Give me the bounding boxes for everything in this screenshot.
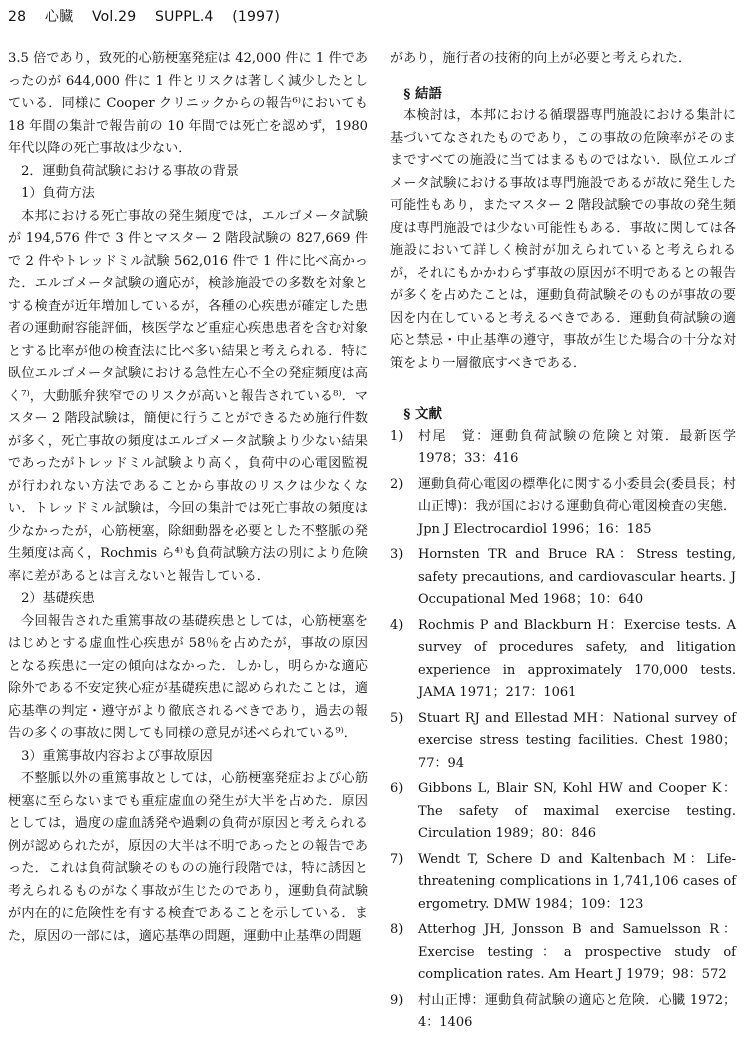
reference-text: 運動負荷心電図の標準化に関する小委員会(委員長；村山正博)：我が国における運動負荷心電図検査の実態．Jpn J Electrocardiol 1996；16：185 (418, 476, 736, 537)
reference-number: 5) (390, 710, 404, 726)
reference-number: 9) (390, 992, 404, 1008)
journal-year: (1997) (232, 9, 281, 25)
subheading-accident-cause: 3）重篤事故内容および事故原因 (21, 748, 213, 764)
journal-supplement: SUPPL.4 (155, 9, 214, 25)
journal-name: 心臓 (44, 9, 74, 25)
reference-item (390, 919, 736, 987)
subheading-load-method: 1）負荷方法 (21, 186, 95, 201)
journal-volume: Vol.29 (91, 9, 137, 25)
right-column (390, 48, 736, 1038)
paragraph-continued: があり，施行者の技術的向上が必要と考えられた． (390, 51, 692, 66)
reference-number: 7) (390, 851, 404, 867)
reference-number: 6) (390, 781, 404, 796)
subheading-underlying-disease: 2）基礎疾患 (21, 591, 95, 606)
references-heading: § 文献 (403, 406, 442, 422)
subheading-background: 2．運動負荷試験における事故の背景 (21, 163, 239, 179)
reference-number: 8) (390, 922, 404, 937)
reference-text: 村尾 覚：運動負荷試験の危険と対策．最新医学 1978；33：416 (418, 428, 736, 466)
reference-number: 3) (390, 547, 404, 562)
paragraph-accident-cause: 不整脈以外の重篤事故としては，心筋梗塞発症および心筋梗塞に至らないまでも重症虚血の発生が大半を占めた．原因としては，過度の虚血誘発や過剰の負荷が原因と考えられる例が認められたが，原因の大半は不明であったとの報告であった．これは負荷試験そのものの施行段階では，特に誘因と考えられるものがなく事故が生じたのであり，運動負荷試験が内在的に危険性を有する検査であることを示している．また，原因の一部には，適応基準の問題，運動中止基準の問題 (8, 771, 368, 944)
paragraph-intro-continued: 3.5 倍であり，致死的心筋梗塞発症は 42,000 件に 1 件であったのが 644,000 件に 1 件とリスクは著しく減少したとしている．同様に Cooper クリニックからの報告⁶⁾においても 18 年間の集計で報告前の 10 年間では死亡を認めず，1980 年代以降の死亡事故は少ない． (8, 51, 368, 156)
conclusion-heading: § 結語 (403, 85, 442, 102)
reference-item (390, 474, 736, 542)
reference-text: Stuart RJ and Ellestad MH：National survey of exercise stress testing facilities. Chest 1980；77：94 (418, 710, 736, 771)
reference-number: 4) (390, 617, 404, 633)
reference-item (390, 544, 736, 612)
reference-text: Gibbons L, Blair SN, Kohl HW and Cooper K：The safety of maximal exercise testing. Circulation 1989；80：846 (418, 781, 736, 841)
references-list (390, 426, 736, 1035)
reference-text: 村山正博：運動負荷試験の適応と危険．心臓 1972；4：1406 (418, 992, 736, 1030)
reference-text: Hornsten TR and Bruce RA：Stress testing, safety precautions, and cardiovascular hearts. J Occupational Med 1968；10：640 (418, 547, 736, 607)
paragraph-load-method: 本邦における死亡事故の発生頻度では，エルゴメータ試験が 194,576 件で 3 件とマスター 2 階段試験の 827,669 件で 2 件やトレッドミル試験 562,016 件で 1 件に比べ高かった．エルゴメータ試験の適応が，検診施設での多数を対象とする検査が近年増加しているが，各種の心疾患が確定した患者の運動耐容能評価，核医学など重症心疾患患者を含む対象とする比率が他の検査法に比べ多い結果と考えられる．特に臥位エルゴメータ試験における急性左心不全の発症頻度は高く⁷⁾，大動脈弁狭窄でのリスクが高いと報告されている⁸⁾．マスター 2 階段試験は，簡便に行うことができるため施行件数が多く，死亡事故の頻度はエルゴメータ試験より少ない結果であったがトレッドミル試験より高く，負荷中の心電図監視が行われない方法であることから事故のリスクは少なくない．トレッドミル試験は，今回の集計では死亡事故の頻度は少なかったが，心筋梗塞，除細動器を必要とした不整脈の発生頻度は高く，Rochmis ら⁴⁾も負荷試験方法の別により危険率に差があるとは言えないと報告している． (8, 208, 368, 584)
left-column (8, 48, 368, 948)
paragraph-conclusion: 本検討は，本邦における循環器専門施設における集計に基づいてなされたものであり，この事故の危険率がそのままですべての施設に当てはまるものではない．臥位エルゴメータ試験における事故は専門施設であるが故に発生した可能性もあり，またマスター 2 階段試験での事故の発生頻度は専門施設では少ない可能性もある．事故に関しては各施設において詳しく検討が加えられていると考えられるが，それにもかかわらず事故の原因が不明であるとの報告が多くを占めたことは，運動負荷試験そのものが事故の要因を内在していると考えるべきである．運動負荷試験の適応と禁忌・中止基準の遵守，事故が生じた場合の十分な対策をより一層徹底すべきである． (390, 108, 736, 371)
reference-number: 2) (390, 476, 404, 492)
running-header (8, 8, 294, 26)
reference-item (390, 849, 736, 917)
reference-number: 1) (390, 428, 404, 444)
reference-text: Rochmis P and Blackburn H：Exercise tests. A survey of procedures safety, and litigation experience in approximately 170,000 tests. JAMA 1971；217：1061 (418, 617, 736, 700)
page-number: 28 (8, 9, 27, 25)
reference-item (390, 615, 736, 705)
reference-item (390, 778, 736, 846)
reference-item (390, 426, 736, 471)
reference-item (390, 990, 736, 1035)
reference-text: Atterhog JH, Jonsson B and Samuelsson R：Exercise testing：a prospective study of complication rates. Am Heart J 1979；98：572 (418, 922, 736, 982)
paragraph-underlying-disease: 今回報告された重篤事故の基礎疾患としては，心筋梗塞をはじめとする虚血性心疾患が 58％を占めたが，事故の原因となる疾患に一定の傾向はなかった．しかし，明らかな適応除外である不安定狭心症が基礎疾患に認められたことは，適応基準の判定・遵守がより徹底されるべきであり，過去の報告の多くの事故に関しても同様の意見が述べられている⁹⁾． (8, 613, 368, 741)
reference-text: Wendt T, Schere D and Kaltenbach M：Life-threatening complications in 1,741,106 cases of ergometry. DMW 1984；109：123 (418, 851, 736, 912)
reference-item (390, 708, 736, 776)
